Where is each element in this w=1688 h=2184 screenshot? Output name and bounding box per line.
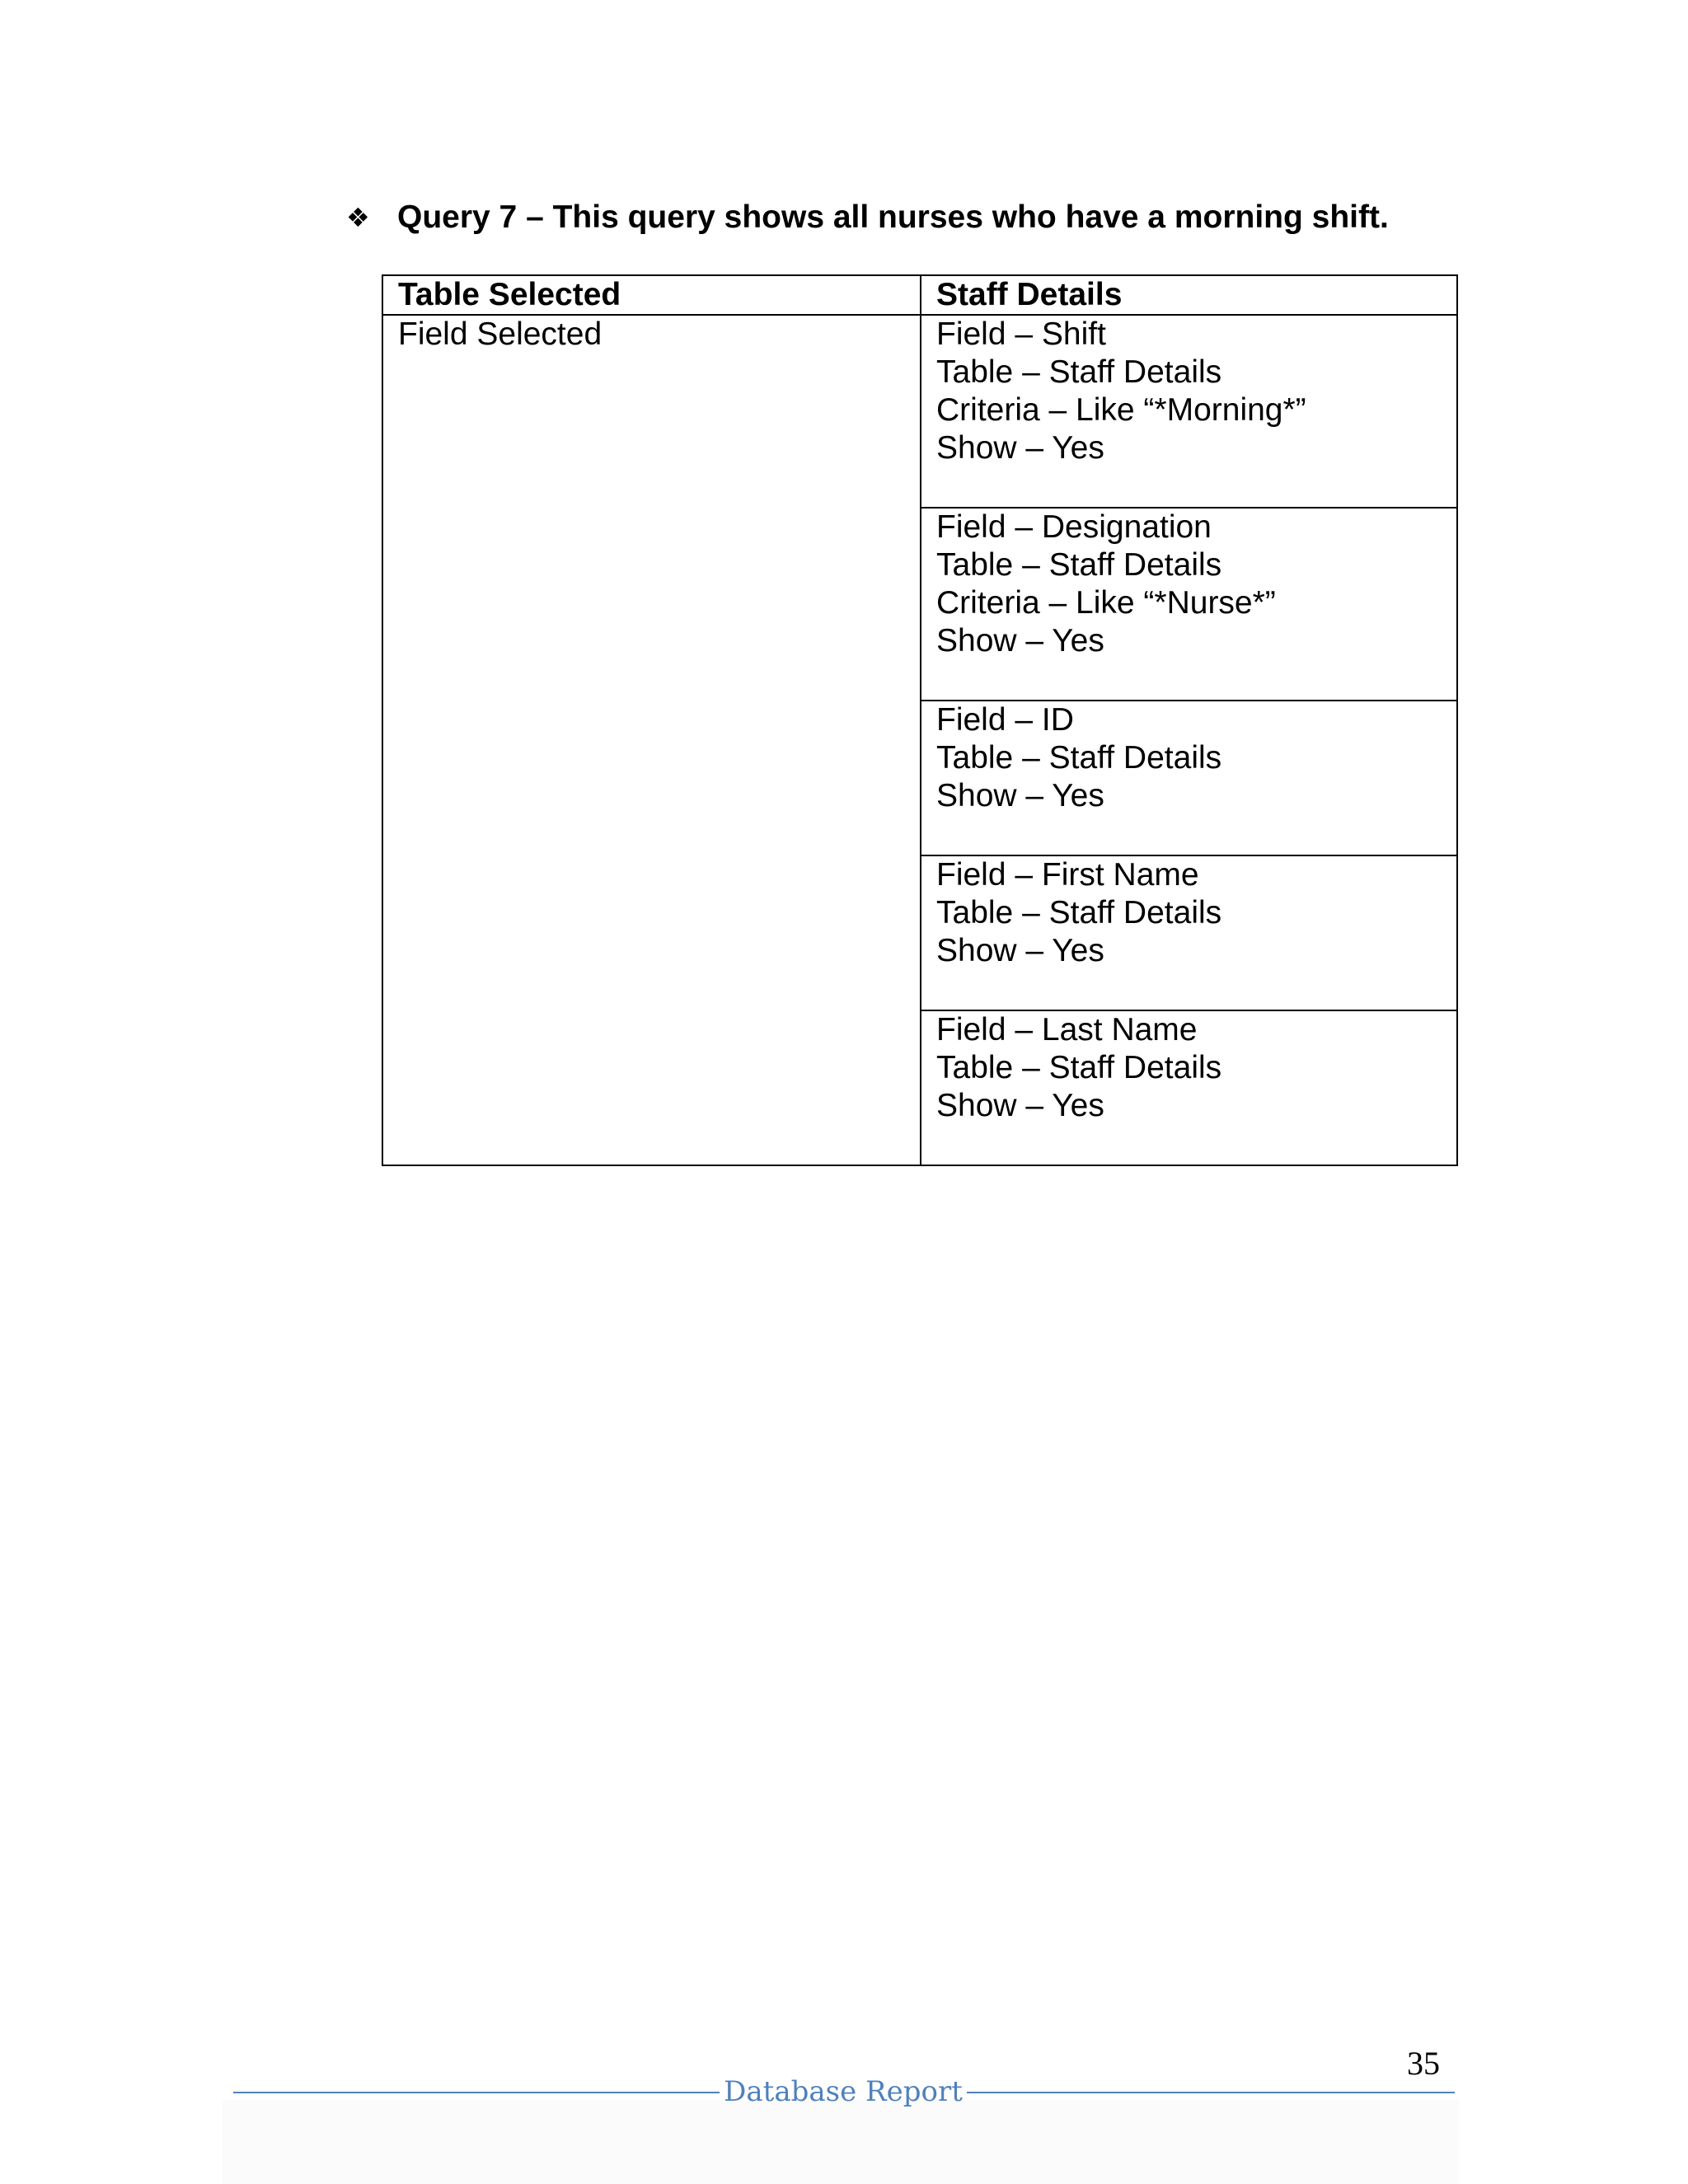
diamond-bullet-icon: ❖ — [346, 203, 370, 232]
cell-line: Show – Yes — [936, 430, 1104, 466]
query-heading-text: Query 7 – This query shows all nurses who have a morning shift. — [397, 199, 1389, 235]
field-selected-label: Field Selected — [382, 315, 921, 1165]
cell-line: Field – Designation — [936, 509, 1212, 545]
footer-title: Database Report — [724, 2075, 963, 2108]
cell-line: Table – Staff Details — [936, 895, 1222, 930]
field-last-name-cell — [921, 1010, 1457, 1165]
cell-line: Show – Yes — [936, 1088, 1104, 1123]
field-first-name-cell — [921, 855, 1457, 1010]
field-shift-cell — [921, 315, 1457, 508]
cell-line: Show – Yes — [936, 623, 1104, 658]
footer-rule-right — [967, 2092, 1455, 2093]
field-designation-cell — [921, 508, 1457, 701]
cell-line: Criteria – Like “*Nurse*” — [936, 585, 1276, 621]
cell-line: Table – Staff Details — [936, 1050, 1222, 1085]
field-id-cell — [921, 701, 1457, 855]
footer-band — [223, 2100, 1459, 2184]
cell-line: Field – Shift — [936, 316, 1106, 352]
header-staff-details: Staff Details — [921, 275, 1457, 315]
cell-line: Table – Staff Details — [936, 354, 1222, 390]
cell-line: Show – Yes — [936, 778, 1104, 813]
cell-line: Field – First Name — [936, 857, 1199, 893]
header-table-selected: Table Selected — [382, 275, 921, 315]
cell-line: Table – Staff Details — [936, 547, 1222, 583]
query-heading — [346, 198, 1582, 237]
cell-line: Field – ID — [936, 702, 1074, 738]
table-header-row — [382, 275, 1457, 315]
footer-rule-left — [233, 2092, 720, 2093]
cell-line: Table – Staff Details — [936, 740, 1222, 776]
table-row — [382, 315, 1457, 508]
query-design-table — [382, 274, 1458, 1166]
cell-line: Field – Last Name — [936, 1012, 1198, 1047]
cell-line: Criteria – Like “*Morning*” — [936, 392, 1306, 428]
page-number: 35 — [1407, 2045, 1440, 2082]
cell-line: Show – Yes — [936, 933, 1104, 968]
